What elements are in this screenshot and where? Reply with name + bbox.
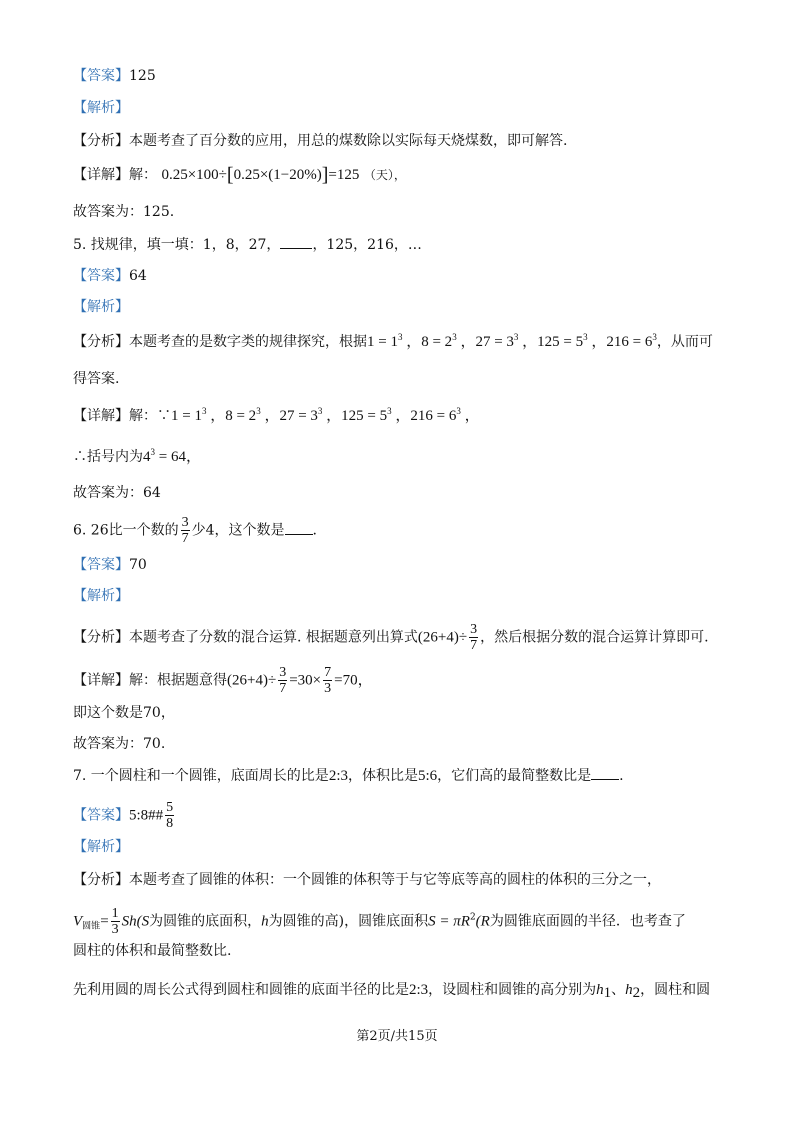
q4-final-line [73, 202, 174, 222]
denominator: 7 [470, 638, 478, 653]
detail-tag: 【详解】 [73, 672, 129, 689]
q5-detail-line [73, 406, 480, 426]
q5-therefore-line [73, 447, 201, 467]
denominator: 7 [181, 531, 189, 546]
fenxi-text: 本题考查的是数字类的规律探究，根据 [129, 334, 367, 350]
q7-fenxi-line [73, 870, 661, 890]
numerator: 1 [111, 906, 119, 921]
denominator: 8 [166, 816, 174, 831]
detail-end: =70， [334, 672, 373, 689]
fenxi-text: 本题考查了圆锥的体积：一个圆锥的体积等于与它等底等高的圆柱的体积的三分之一， [129, 872, 661, 888]
final-answer: 故答案为：64 [73, 485, 161, 501]
answer-tag: 【答案】 [73, 68, 129, 84]
q7-answer-line [73, 800, 176, 831]
unit-text: （天）， [363, 168, 406, 182]
power-list: $1 = 1^3$ ，$8 = 2^3$ ，$27 = 3^3$ ，$125 = 5^3$ ，$216 = 6^3$ ， [171, 406, 480, 424]
answer-tag: 【答案】 [73, 557, 129, 573]
ratio: 2:3 [409, 982, 429, 998]
q7-formula-line [73, 906, 686, 937]
h1-symbol: h [596, 982, 604, 998]
q5-analysis-line [73, 297, 129, 317]
answer-value: 125 [129, 68, 156, 84]
analysis-tag: 【解析】 [73, 100, 129, 116]
q7-volume-line [73, 941, 231, 961]
h1-subscript: 1 [603, 985, 612, 1001]
answer-tag: 【答案】 [73, 807, 129, 824]
detail-tag: 【详解】 [73, 167, 129, 183]
q5-final-line [73, 483, 161, 503]
detail-prefix: 解：根据题意得 [129, 672, 227, 689]
answer-blank [591, 767, 619, 780]
formula-s: S = πR [428, 913, 470, 930]
fenxi-text: 本题考查了百分数的应用，用总的煤数除以实际每天烧煤数，即可解答. [129, 133, 568, 149]
fraction [165, 800, 174, 831]
q4-fenxi-line [73, 131, 567, 151]
fraction [181, 515, 190, 546]
q6-final-line [73, 734, 165, 754]
denominator: 3 [324, 681, 332, 696]
formula-h: h [261, 913, 269, 930]
power-list: $1 = 1^3$ ，$8 = 2^3$ ，$27 = 3^3$ ，$125 = 5^3$ ，$216 = 6^3$ [367, 332, 657, 350]
q5-fenxi-line2 [73, 369, 119, 389]
detail-prefix: 解：∵ [129, 408, 171, 424]
expr-part: 0.25×100÷ [161, 167, 227, 183]
question-tail: ，它们高的最简整数比是 [437, 768, 592, 784]
fenxi-continuation: 得答案. [73, 371, 120, 387]
q5-question [73, 235, 422, 255]
question-mid: ，体积比是 [347, 768, 418, 784]
fraction [323, 665, 332, 696]
question-tail: 少4，这个数是 [191, 522, 285, 539]
numerator: 5 [166, 800, 174, 815]
volume-text: 圆柱的体积和最简整数比. [73, 943, 232, 959]
fenxi-tag: 【分析】 [73, 629, 129, 646]
formula-v: V [73, 913, 83, 930]
denominator: 7 [279, 681, 287, 696]
ji-text: 即这个数是70， [73, 705, 175, 721]
question-text: 5. 找规律，填一填：1，8，27， [73, 237, 281, 253]
bracket-close: ] [321, 164, 329, 186]
analysis-tag: 【解析】 [73, 839, 129, 855]
fenxi-expr: (26+4)÷ [417, 629, 468, 646]
last-mid: ，设圆柱和圆锥的高分别为 [428, 982, 597, 998]
formula-text: 为圆锥的高)，圆锥底面积 [268, 913, 429, 930]
fenxi-text: 本题考查了分数的混合运算. 根据题意列出算式 [129, 629, 418, 646]
answer-blank [285, 522, 313, 535]
question-tail: ，125，216，… [312, 237, 422, 253]
q6-analysis-line [73, 586, 129, 606]
ratio: 2:3 [328, 768, 348, 784]
q6-detail-line [73, 665, 373, 696]
q7-last-line [73, 980, 710, 1000]
answer-blank [280, 236, 312, 249]
analysis-tag: 【解析】 [73, 299, 129, 315]
analysis-tag: 【解析】 [73, 588, 129, 604]
last-tail: ，圆柱和圆 [640, 982, 711, 998]
formula-eq: = [100, 913, 109, 930]
formula-text: 为圆锥的底面积， [149, 913, 262, 930]
detail-prefix: 解： [129, 167, 157, 183]
formula-sup: 2 [469, 912, 476, 923]
final-answer: 故答案为：70. [73, 736, 166, 752]
h2-symbol: h [625, 982, 633, 998]
q7-analysis-line [73, 837, 129, 857]
q6-ji-line [73, 703, 175, 723]
q5-fenxi-line [73, 332, 713, 352]
q4-analysis-line [73, 98, 129, 118]
detail-expression [161, 164, 360, 186]
answer-value: 64 [129, 268, 147, 284]
q6-answer-line [73, 555, 147, 575]
expr-part: (1−20%) [268, 167, 322, 183]
fraction [278, 665, 287, 696]
therefore-text: ∴括号内为 [73, 449, 143, 465]
answer-value: 5:8## [129, 807, 164, 824]
h2-subscript: 2 [632, 985, 641, 1001]
q5-answer-line [73, 266, 147, 286]
bracket-open: [ [226, 164, 234, 186]
therefore-value: = 64， [158, 449, 201, 465]
expr-part: =125 [328, 167, 360, 183]
detail-mid: =30× [289, 672, 322, 689]
q6-question: 6. 26比一个数的 $\frac{3}{7}$ 少4，这个数是 . [73, 515, 317, 546]
answer-value: 70 [129, 557, 147, 573]
fenxi-tail: ，然后根据分数的混合运算计算即可. [480, 629, 709, 646]
question-text: 6. 26比一个数的 [73, 522, 179, 539]
numerator: 3 [470, 622, 478, 637]
q4-detail-line [73, 165, 406, 185]
formula-r: (R [475, 913, 490, 930]
formula-sub: 圆锥 [82, 921, 101, 932]
formula-sh: Sh(S [121, 913, 150, 930]
q4-answer-line [73, 66, 156, 86]
fenxi-tag: 【分析】 [73, 133, 129, 149]
numerator: 3 [181, 515, 189, 530]
denominator: 3 [111, 922, 119, 937]
last-text: 先利用圆的周长公式得到圆柱和圆锥的底面半径的比是 [73, 982, 409, 998]
expr-part: 0.25× [233, 167, 269, 183]
question-text: 7. 一个圆柱和一个圆锥，底面周长的比是 [73, 768, 329, 784]
answer-tag: 【答案】 [73, 268, 129, 284]
detail-expr: (26+4)÷ [227, 672, 277, 689]
fraction [469, 622, 478, 653]
formula-text: 为圆锥底面圆的半径．也考查了 [489, 913, 686, 930]
detail-tag: 【详解】 [73, 408, 129, 424]
numerator: 7 [324, 665, 332, 680]
page-footer: 第2页/共15页 [356, 1029, 438, 1044]
separator: 、 [611, 982, 626, 998]
q6-fenxi-line [73, 622, 709, 653]
ratio: 5:6 [417, 768, 438, 784]
final-answer: 故答案为：125. [73, 204, 175, 220]
fenxi-tag: 【分析】 [73, 334, 129, 350]
therefore-expr: $4^3 = 64$， [143, 447, 201, 465]
fenxi-tag: 【分析】 [73, 872, 129, 888]
numerator: 3 [279, 665, 287, 680]
fenxi-tail: ，从而可 [656, 334, 713, 350]
fraction [111, 906, 120, 937]
q7-question: 7. 一个圆柱和一个圆锥，底面周长的比是2:3，体积比是5:6，它们高的最简整数比是 . [73, 768, 624, 784]
